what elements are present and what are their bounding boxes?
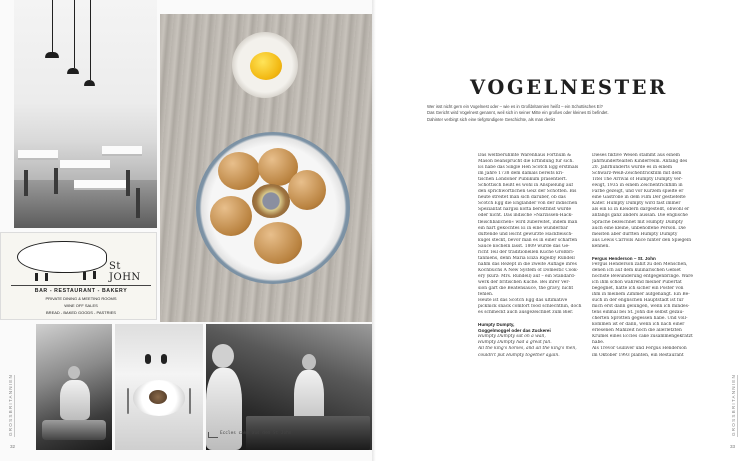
- verse-line: Humpty Dumpty had a great fall.: [478, 340, 552, 346]
- body-line: picknick snack comfort food schlechthin, doch: [478, 304, 582, 310]
- dining-table: [60, 160, 110, 170]
- sign-line-4: BREAD - BAKED GOODS - PASTRIES: [46, 310, 116, 315]
- pendant-lamp: [45, 52, 59, 58]
- body-line: erlesenen Mahlzeit noch die allerletzten: [592, 328, 682, 334]
- scotch-egg: [218, 152, 260, 190]
- body-line: eine Gastrolle in dem Film Der gestiefelte: [592, 195, 686, 201]
- scotch-eggs-photo: [160, 14, 373, 322]
- intro-line: Das Gericht wird Vogelnest genannt, weil sich in seiner Mitte ein großes oder kleines Ei befindet.: [427, 110, 609, 116]
- sign-line-3: WINE OFF SALES: [64, 303, 98, 308]
- eccles-cake: [149, 390, 167, 404]
- body-line: begegnet, hätte ich sicher ein Poster von: [592, 285, 684, 291]
- section-heading: Goggelmoggel oder das Zuckerei: [478, 328, 551, 334]
- body-line: ihm in meinem Zimmer aufgehängt. Ein Be-: [592, 292, 690, 298]
- body-line: sion gart die Beatensauce, the gravy, nicht: [478, 286, 574, 292]
- body-line: Fergus Henderson zählt zu den Menschen,: [592, 261, 688, 267]
- pendant-lamp-cord: [52, 0, 53, 52]
- dining-table: [74, 180, 130, 190]
- body-line: fehlen.: [478, 292, 494, 298]
- body-line: Sprache bezeichnet mit Humpty Dumpty: [592, 219, 683, 225]
- body-line: als ein Ei in Kleidern dargestellt, obwohl er: [592, 207, 690, 213]
- chair: [126, 170, 130, 196]
- body-line: aus Lewis Carrolls Alice hinter den Spiegeln: [592, 237, 692, 243]
- section-heading: Humpty Dumpty,: [478, 322, 515, 328]
- cook-head: [302, 354, 316, 370]
- sign-line-2: PRIVATE DINING & MEETING ROOMS: [45, 296, 117, 301]
- fork: [127, 388, 129, 414]
- body-line: such in der englischen Hauptstadt ist für: [592, 298, 684, 304]
- body-line: auch eine kleine, unbeholfene Person. Die: [592, 225, 686, 231]
- body-line: im Oktober 1993 planten, ein Restaurant: [592, 352, 684, 358]
- pig-leg: [83, 272, 86, 280]
- text-column-2: [592, 153, 715, 359]
- body-line: Titel The Arrival of Humpty Dumpty ver-: [592, 177, 683, 183]
- body-line: richt Teil der traditionellen Küche Großbri-: [478, 249, 575, 255]
- body-line: höchste Bewunderung entgegenbringe. Wäre: [592, 273, 694, 279]
- pig-leg: [35, 273, 38, 281]
- body-line: anfangs ganz anders aussah. Die englische: [592, 213, 688, 219]
- sign-rule: [11, 285, 151, 286]
- restaurant-interior-photo: [14, 0, 157, 228]
- dining-table: [18, 150, 58, 160]
- sign-name: St JOHN: [109, 261, 141, 283]
- egg-yolk: [250, 52, 282, 80]
- body-line: nahm das Rezept in die zweite Auflage ihres: [478, 261, 577, 267]
- scotch-egg: [254, 222, 302, 264]
- side-rule-left: [14, 375, 15, 437]
- body-line: habe.: [592, 340, 605, 346]
- body-line: Mason beansprucht die Erfindung für sich.: [478, 159, 574, 165]
- scotch-egg: [288, 170, 326, 210]
- kitchen-counter: [42, 420, 106, 440]
- body-line: tischen Londoner Publikum präsentiert.: [478, 177, 567, 183]
- body-line: werk der britischen Küche. Bei ihrer Ver-: [478, 279, 570, 285]
- knife: [189, 388, 191, 414]
- body-line: Scotch Egg die Engländer von der indischen: [478, 201, 578, 207]
- body-line: ery (kurz: Mrs. Rundell) auf – ein Standard-: [478, 273, 576, 279]
- section-heading: Fergus Henderson – St. John: [592, 255, 656, 261]
- body-line: Es habe das Single Hen Scotch Egg erstmals: [478, 165, 579, 171]
- body-line: fleischbällchen« wird zubereitet, indem man: [478, 219, 578, 225]
- pendant-lamp-cord: [90, 0, 91, 80]
- pig-drawing: [17, 241, 107, 273]
- body-line: Kater. Humpty Dumpty wird fast immer: [592, 201, 681, 207]
- pepper-mill: [145, 354, 151, 364]
- pig-leg: [93, 271, 96, 279]
- body-line: heute streitet man sich darüber, ob das: [478, 195, 566, 201]
- chair: [136, 188, 140, 218]
- kitchen-photo: [36, 324, 112, 450]
- page-number-left: 32: [10, 444, 16, 449]
- body-line: ich ihm schon während meiner Pubertät: [592, 279, 682, 285]
- body-line: im Jahre 1738 dem damals bereits kri-: [478, 171, 564, 177]
- article-title: VOGELNESTER: [470, 76, 668, 99]
- body-line: Schwarz-Weiß-Zeichentrickfilm mit dem: [592, 171, 682, 177]
- cook-head: [68, 366, 80, 379]
- verse-line: Humpty Dumpty sat on a wall,: [478, 334, 546, 340]
- body-line: kommen ist er dann, wenn ich nach einer: [592, 322, 685, 328]
- body-line: Heute ist das Scotch Egg das ultimative: [478, 298, 568, 304]
- body-line: kugel steckt, bevor man es in einer scharfen: [478, 237, 578, 243]
- body-line: denen ich auf dem kulinarischen Gebiet: [592, 267, 681, 273]
- dining-table: [102, 146, 142, 156]
- body-line: cherten Sprotten gegessen habe. Und voll-: [592, 316, 688, 322]
- body-line: Farbe gezeigt, und vor Kurzem spielte er: [592, 189, 684, 195]
- sign-line-1: BAR - RESTAURANT - BAKERY: [34, 288, 128, 294]
- side-rule-right: [737, 375, 738, 437]
- salt-mill: [161, 354, 167, 364]
- chair: [54, 168, 58, 194]
- body-line: ein hart gekochtes Ei in eine wunderbar: [478, 225, 568, 231]
- body-line: meisten aber dürften Humpty Dumpty: [592, 231, 678, 237]
- eccles-cake-plate-photo: [115, 324, 203, 450]
- verse-line: couldn't put Humpty together again.: [478, 352, 560, 358]
- body-line: es schmeckt auch ausgezeichnet zum Bier.: [478, 310, 574, 316]
- st-john-sign-photo: [0, 232, 157, 320]
- body-line: ewigt, 1935 in einem Zeichentrickfilm in: [592, 183, 683, 189]
- pendant-lamp: [67, 68, 79, 74]
- body-line: den sprichwörtlichen Geiz der Schotten. Bis: [478, 189, 577, 195]
- body-line: Kochbuchs A New System of Domestic Cook-: [478, 267, 579, 273]
- body-line: tanniens, denn Maria Eliza Rigelby Rundell: [478, 255, 575, 261]
- article-intro: [427, 104, 677, 123]
- chef-head: [212, 344, 234, 368]
- body-line: duftende und leicht gewürzte Hackfleisch-: [478, 231, 573, 237]
- photo-caption: Eccles cake aus dem St John: [220, 431, 292, 436]
- chair: [24, 170, 28, 196]
- pendant-lamp: [84, 80, 95, 86]
- body-line: mich erst dann gelungen, wenn ich mindes-: [592, 304, 690, 310]
- pig-leg: [45, 273, 48, 281]
- body-line: oder nicht. Das indische »Narzissen-Hack-: [478, 213, 573, 219]
- body-line: Als Trevor Gulliver und Fergus Henderson: [592, 346, 687, 352]
- intro-line: Dahinter verbirgt sich eine tiefgründigere Geschichte, als man denkt: [427, 116, 555, 122]
- body-line: Jahrhundertealten Kinderreim. Anfang des: [592, 159, 688, 165]
- body-line: Das weltberühmte Warenhaus Fortnum &: [478, 153, 572, 158]
- text-column-1: [478, 153, 601, 359]
- caption-arrow-icon: [208, 432, 218, 438]
- section-label-right: GROSSBRITANNIEN: [731, 373, 736, 436]
- body-line: kennen.: [592, 243, 610, 249]
- pendant-lamp-cord: [74, 0, 75, 68]
- intro-line: Wer isst nicht gern ein Vogelnest oder – wie es in Großbritannien heißt – ein Schottisches Ei?: [427, 104, 603, 109]
- body-line: Spezialität nargisi kofta bereitfinst wurde: [478, 207, 572, 213]
- cook: [60, 380, 90, 420]
- page-number-right: 33: [730, 444, 736, 449]
- body-line: Sauce köcheln lässt. 1809 wurde das Ge-: [478, 243, 570, 249]
- body-line: Schottisch heißt es wohl in Anspielung auf: [478, 183, 574, 189]
- verse-line: All the king's horses, and all the king's men,: [478, 346, 577, 352]
- section-label-left: GROSSBRITANNIEN: [8, 373, 13, 436]
- body-line: tens einmal bei St. John die selbst gezau-: [592, 310, 684, 316]
- body-line: 20. Jahrhunderts wurde es in einem: [592, 165, 673, 171]
- body-line: Krümel eines Eccles cake zusammengekratzt: [592, 334, 693, 340]
- scotch-egg-halved: [252, 184, 290, 218]
- scotch-egg: [210, 196, 252, 236]
- body-line: Dieses fiktive Wesen stammt aus einem: [592, 153, 680, 158]
